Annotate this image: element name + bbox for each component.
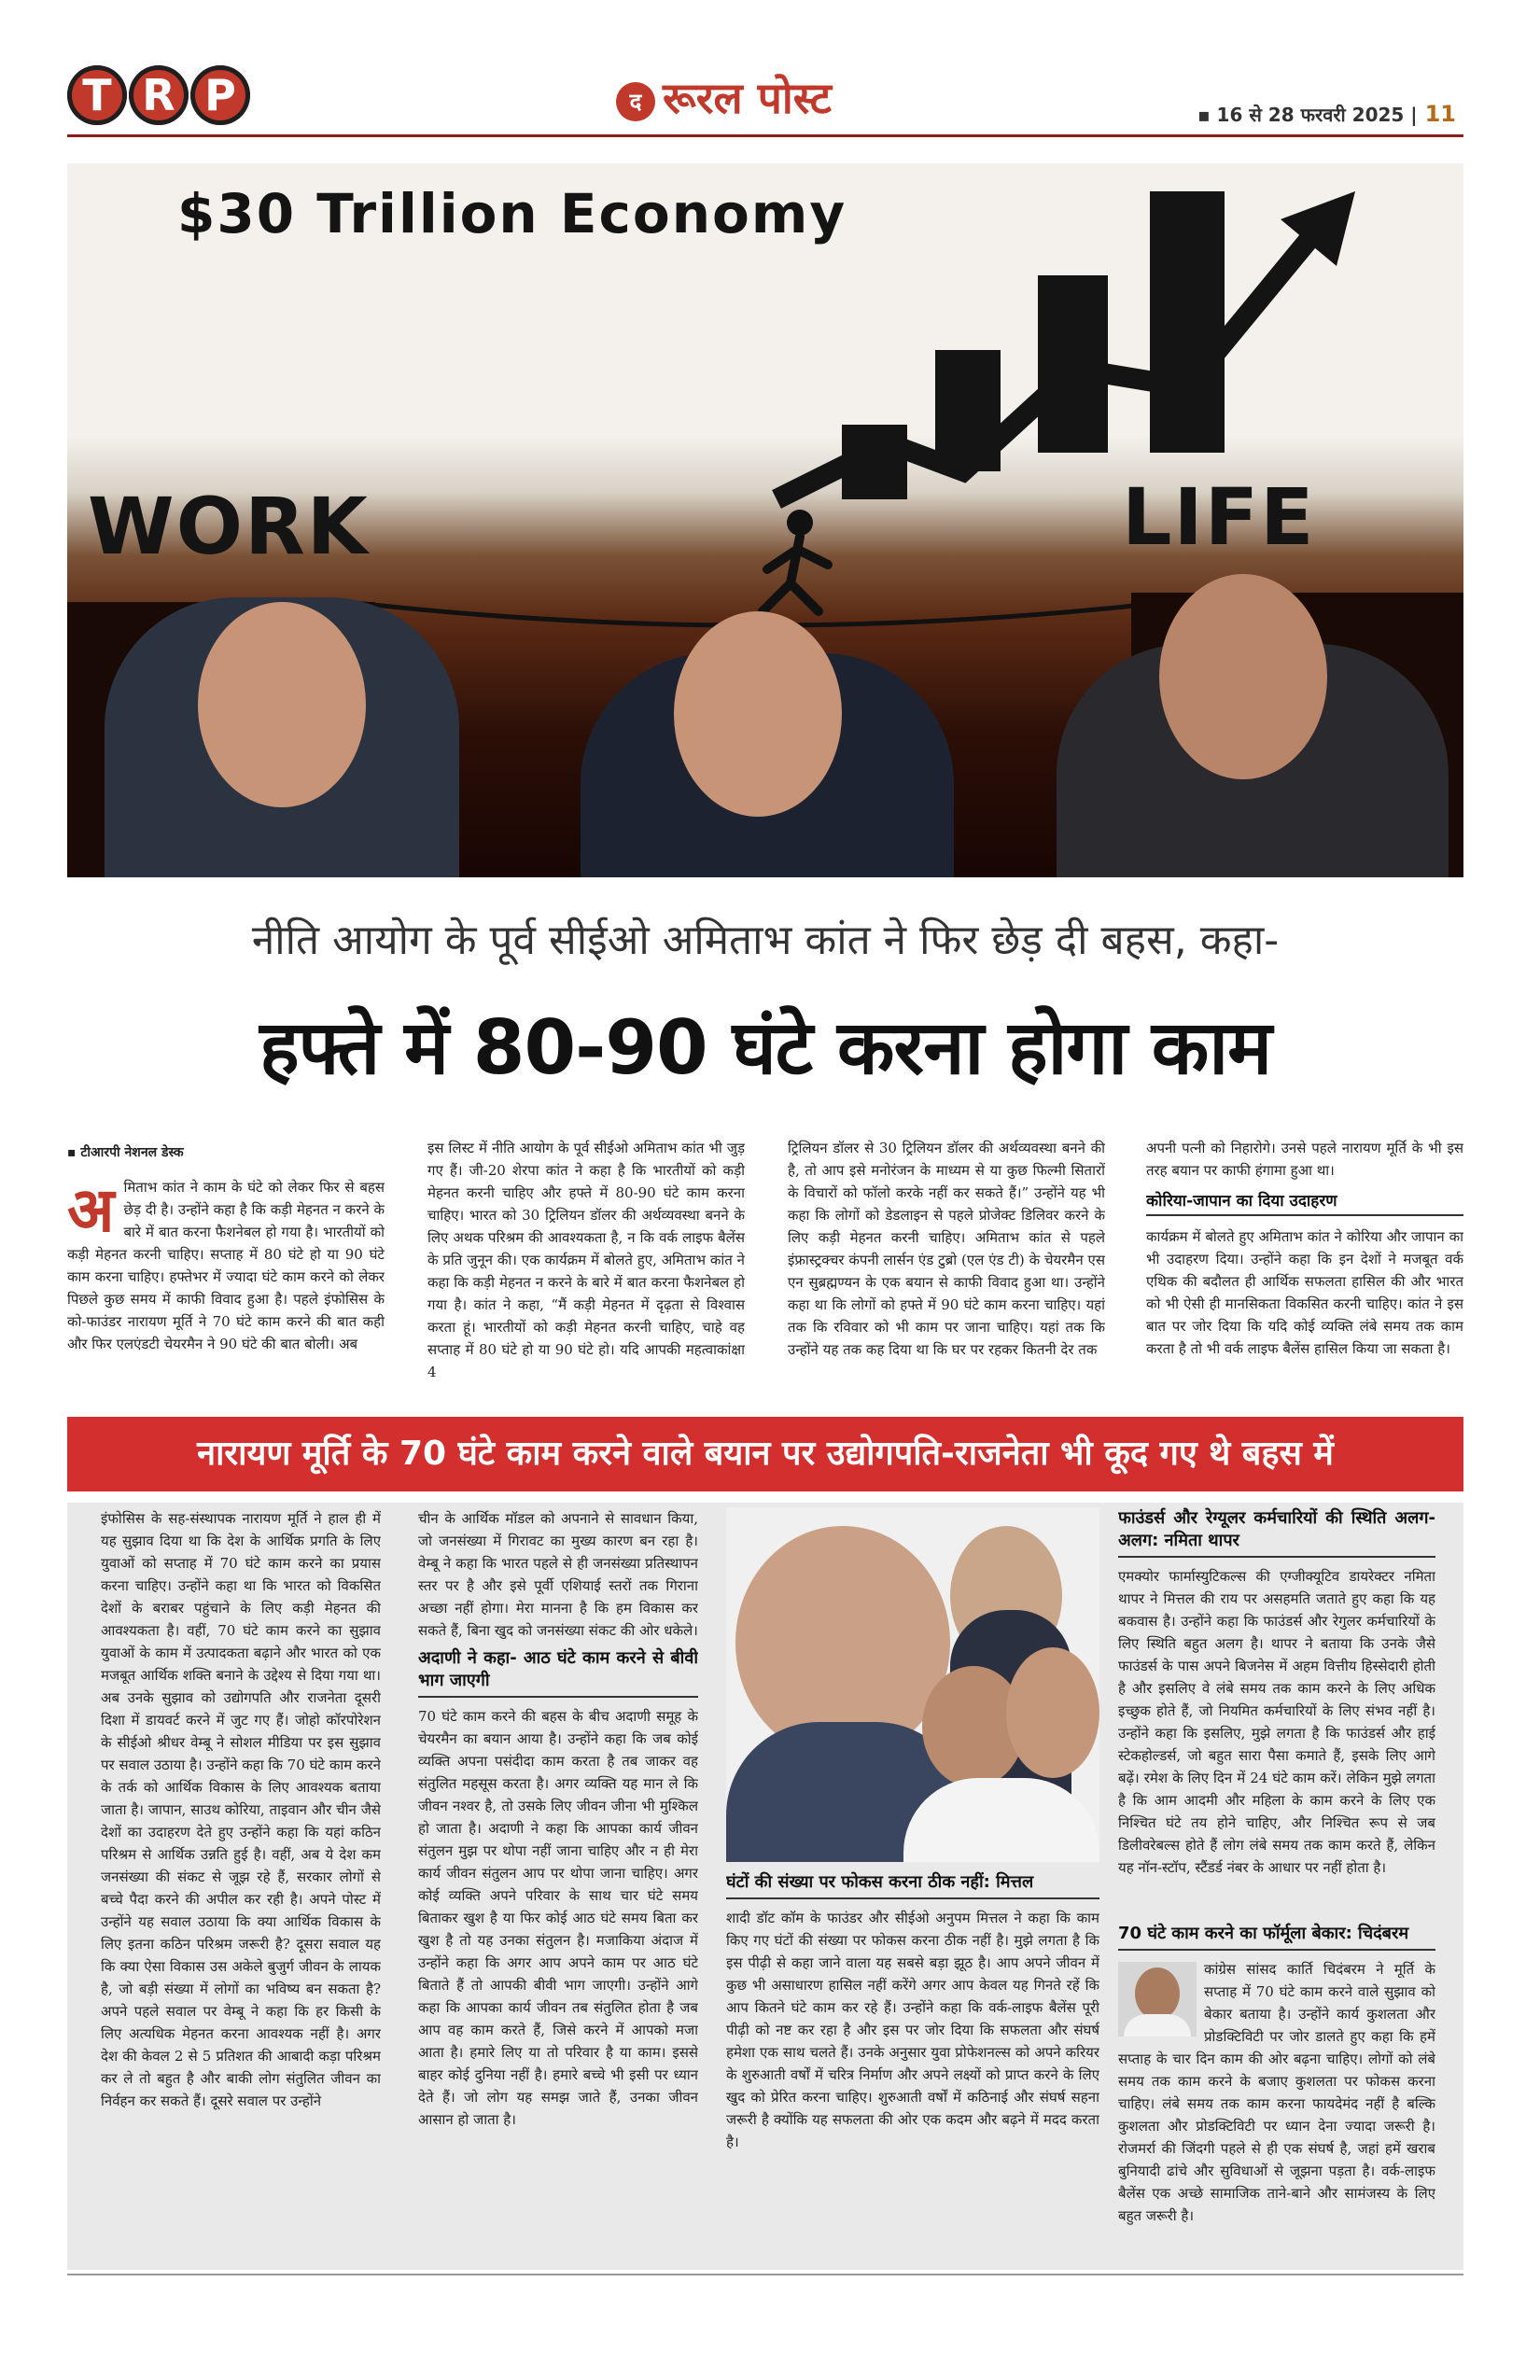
article2-column-1: इंफोसिस के सह-संस्थापक नारायण मूर्ति ने हाल ही में यह सुझाव दिया था कि देश के आर्थिक प्रगति के लिए युवाओं को सप्ताह में 70 घंटे काम करने का प्रयास करना चाहिए। उन्होंने कहा था कि भारत को विकसित देशों के बराबर पहुंचाने के लिए कड़ी मेहनत की आवश्यकता है। वहीं, 70 घंटे काम करने का सुझाव युवाओं के काम में उत्पादकता बढ़ाने और भारत को एक मजबूत आर्थिक शक्ति बनाने के उद्देश्य से दिया गया था। अब उनके सुझाव को उद्योगपति और राजनेता दूसरी दिशा में डायवर्ट करने में जुट गए हैं। जोहो कॉरपोरेशन के सीईओ श्रीधर वेम्बू ने सोशल मीडिया पर इस सुझाव पर सवाल उठाया है। उन्होंने कहा कि 70 घंटे काम करने के तर्क को आर्थिक विकास के लिए आवश्यक बताया जाता है। जापान, साउथ कोरिया, ताइवान और चीन जैसे देशों का उदाहरण देते हुए उन्होंने कहा कि यहां कठिन परिश्रम से आर्थिक उन्नति हुई है। वहीं, अब ये देश कम जनसंख्या की संकट से जूझ रहे हैं, सरकार लोगों से बच्चे पैदा करने की अपील कर रही है। अपने पोस्ट में उन्होंने यह सवाल उठाया कि क्या आर्थिक विकास के लिए इतना कठिन परिश्रम जरूरी है? दूसरा सवाल यह कि क्या ऐसा विकास उस अकेले बुजुर्ग जीवन के लायक है, जो बड़ी संख्या में लोगों का भविष्य बन सकता है? अपने पहले सवाल पर वेम्बू ने कहा कि हर किसी के लिए अत्यधिक मेहनत करना आवश्यक नहीं है। अगर देश की केवल 2 से 5 प्रतिशत की आबादी कड़ा परिश्रम कर ले तो बहुत है और बाकी लोग संतुलित जीवन का निर्वहन कर सकते हैं। दूसरे सवाल पर उन्होंने: [101, 1510, 381, 2109]
masthead: [616, 65, 924, 131]
masthead-mark: द: [616, 82, 655, 121]
byline: ▪ टीआरपी नेशनल डेस्क: [67, 1145, 184, 1160]
article2-col3-body: शादी डॉट कॉम के फाउंडर और सीईओ अनुपम मित्तल ने कहा कि काम किए गए घंटों की संख्या पर फोकस करना ठीक नहीं है। मुझे लगता है कि इस पीढ़ी से कहा जाने वाला यह सबसे बड़ा झूठ है। आप अपने जीवन में कुछ भी असाधारण हासिल नहीं करेंगे अगर आप केवल यह गिनते रहें कि आप कितने घंटे काम कर रहे हैं। उन्होंने कहा कि वर्क-लाइफ बैलेंस पूरी पीढ़ी को नष्ट कर रहा है और इस पर जोर दिया कि सफलता और संघर्ष हमेशा एक साथ चलते हैं। उनके अनुसार युवा प्रोफेशनल्स को अपने करियर के शुरुआती वर्षों में चरित्र निर्माण और अपने लक्ष्यों को प्राप्त करने के लिए खुद को प्रेरित करना चाहिए। शुरुआती वर्षों में कठिनाई और संघर्ष सहना जरूरी है क्योंकि यह सफलता की ओर एक कदम और बढ़ने में मदद करता है।: [726, 1910, 1099, 2150]
photo-group-industrialists: [726, 1507, 1099, 1862]
article1-column-3: ट्रिलियन डॉलर से 30 ट्रिलियन डॉलर की अर्थव्यवस्था बनने की है, तो आप इसे मनोरंजन के माध्यम से या कुछ फिल्मी सितारों के विचारों को फॉलो करके नहीं कर सकते हैं।” उन्होंने यह भी कहा कि लोगों को डेडलाइन से पहले प्रोजेक्ट डिलिवर करने के लिए कड़ी मेहनत करनी चाहिए। अमिताभ कांत से पहले इंफ्रास्ट्रक्चर कंपनी लार्सन एंड टुब्रो (एल एंड टी) के चेयरमैन एस एन सुब्रह्मण्यन के एक बयान से काफी विवाद हुआ था। उन्होंने कहा था कि लोगों को हफ्ते में 90 घंटे काम करना चाहिए। यहां तक कि रविवार को भी काम पर जाना चाहिए। यहां तक कि उन्होंने यह तक कह दिया था कि घर पर रहकर कितनी देर तक: [788, 1140, 1105, 1358]
person-center-face: [674, 611, 842, 817]
article1-col4-top: अपनी पत्नी को निहारोगे। उनसे पहले नारायण मूर्ति के भी इस तरह बयान पर काफी हंगामा हुआ था।: [1146, 1140, 1463, 1179]
subhead-korea-japan: कोरिया-जापान का दिया उदाहरण: [1146, 1189, 1463, 1216]
article1-column-4: [1146, 1137, 1463, 1405]
page-number: 11: [1424, 101, 1456, 127]
article2-banner: नारायण मूर्ति के 70 घंटे काम करने वाले बयान पर उद्योगपति-राजनेता भी कूद गए थे बहस में: [67, 1417, 1463, 1491]
article1-column-2: इस लिस्ट में नीति आयोग के पूर्व सीईओ अमिताभ कांत भी जुड़ गए हैं। जी-20 शेरपा कांत ने कहा है कि भारतीयों को कड़ी मेहनत करनी चाहिए और हफ्ते में 80-90 घंटे काम करना चाहिए। भारत को 30 ट्रिलियन डॉलर की अर्थव्यवस्था बनने के लिए अथक परिश्रम की आवश्यकता है, न कि वर्क लाइफ बैलेंस के प्रति जुनून की। एक कार्यक्रम में बोलते हुए, अमिताभ कांत ने कहा कि कड़ी मेहनत न करने के बारे में बात करना फैशनेबल हो गया है। कांत ने कहा, “मैं कड़ी मेहनत में दृढ़ता से विश्वास करता हूं। भारतीयों को कड़ी मेहनत करनी चाहिए, चाहे वह सप्ताह में 80 घंटे हो या 90 घंटे हो। यदि आपकी महत्वाकांक्षा 4: [427, 1140, 745, 1380]
person-left-face: [198, 602, 366, 807]
article2-column-4: [1118, 1507, 1435, 1965]
article2-column-2: [418, 1507, 698, 2268]
drop-cap: अ: [67, 1174, 115, 1246]
bottom-rule: [67, 2274, 1463, 2275]
hero-work-text: WORK: [88, 481, 370, 572]
masthead-title: रूरल पोस्ट: [663, 73, 832, 123]
subhead-mittal: घंटों की संख्या पर फोकस करना ठीक नहीं: मित्तल: [726, 1871, 1099, 1899]
article1-col1-text: मिताभ कांत ने काम के घंटे को लेकर फिर से बहस छेड़ दी है। उन्होंने कहा है कि कड़ी मेहनत न करने के बारे में बात करना फैशनेबल हो गया है। भारतीयों को कड़ी मेहनत करनी चाहिए। सप्ताह में 80 घंटे हो या 90 घंटे काम करना चाहिए। हफ्तेभर में ज्यादा घंटे काम करने को लेकर पिछले कुछ समय में काफी विवाद हुआ है। पहले इंफोसिस के को-फाउंडर नारायण मूर्ति ने 70 घंटे काम करने की बात कही और फिर एलएंडटी चेयरमैन ने 90 घंटे की बात बोली। अब: [67, 1179, 385, 1352]
subhead-namita-thapar: फाउंडर्स और रेग्यूलर कर्मचारियों की स्थिति अलग-अलग: नमिता थापर: [1118, 1507, 1435, 1558]
article-headline: हफ्ते में 80-90 घंटे करना होगा काम: [259, 1004, 1271, 1091]
photo-person-4: [1006, 1647, 1099, 1778]
hero-life-text: LIFE: [1122, 471, 1316, 563]
dateline: [1197, 101, 1456, 127]
article-kicker: नीति आयोग के पूर्व सीईओ अमिताभ कांत ने फिर छेड़ दी बहस, कहा-: [251, 917, 1280, 964]
issue-date: ▪ 16 से 28 फरवरी 2025 |: [1197, 104, 1418, 126]
article2-column-3: [726, 1871, 1099, 2268]
article1-col4-body: कार्यक्रम में बोलते हुए अमिताभ कांत ने कोरिया और जापान का भी उदाहरण दिया। उन्होंने कहा कि इन देशों ने मजबूत वर्क एथिक की बदौलत ही आर्थिक सफलता हासिल की और भारत को भी ऐसी ही मानसिकता विकसित करनी चाहिए। कांत ने इस बात पर जोर दिया कि यदि कोई व्यक्ति लंबे समय तक काम करता है तो भी वर्क लाइफ बैलेंस हासिल किया जा सकता है।: [1146, 1228, 1463, 1357]
article2-col4-body: एमक्योर फार्मास्युटिकल्स की एग्जीक्यूटिव डायरेक्टर नमिता थापर ने मित्तल की राय पर असहमति जताते हुए कहा कि यह बकवास है। उन्होंने कहा कि फाउंडर्स और रेगुलर कर्मचारियों के लिए स्थिति बहुत अलग है। थापर ने बताया कि उनके जैसे फाउंडर्स के पास अपने बिजनेस में अहम वित्तीय हिस्सेदारी होती है और इसलिए वे लंबे समय तक काम करने के लिए अधिक इच्छुक होते हैं, जो नियमित कर्मचारियों के लिए संभव नहीं है। उन्होंने कहा कि इसलिए, मुझे लगता है कि फाउंडर्स और हाई स्टेकहोल्डर्स, जो बहुत सारा पैसा कमाते हैं, इसके लिए आगे बढ़ें। रमेश के लिए दिन में 24 घंटे काम करें। लेकिन मुझे लगता है कि आम आदमी और महिला के काम करने के लिए एक निश्चित घंटे तय होने चाहिए, और निश्चित रूप से जब डिलीवरेबल्स होते हैं लोग लंबे समय तक काम करते हैं, लेकिन यह नॉन-स्टॉप, स्टैंडर्ड नंबर के आधार पर नहीं होता है।: [1118, 1568, 1435, 1876]
article1-column-1: [67, 1143, 385, 1405]
logo-letter-p: P: [190, 65, 250, 125]
header-rule: [67, 134, 1463, 137]
article2-col2-top: चीन के आर्थिक मॉडल को अपनाने से सावधान किया, जो जनसंख्या में गिरावट का मुख्य कारण बन रहा है। वेम्बू ने कहा कि भारत पहले से ही जनसंख्या प्रतिस्थापन स्तर पर है और इसे पूर्वी एशियाई स्तरों तक गिराना अच्छा नहीं होगा। मेरा मानना है कि हम विकास कर सकते हैं, बिना खुद को जनसंख्या संकट की ओर धकेले।: [418, 1510, 698, 1639]
hero-top-text: $30 Trillion Economy: [177, 182, 847, 245]
hero-image: [67, 163, 1463, 877]
subhead-adani: अदाणी ने कहा- आठ घंटे काम करने से बीवी भाग जाएगी: [418, 1647, 698, 1698]
logo-letter-r: R: [129, 65, 189, 125]
article2-col2-body: 70 घंटे काम करने की बहस के बीच अदाणी समूह के चेयरमैन का बयान आया है। उन्होंने कहा कि जब कोई व्यक्ति अपना पसंदीदा काम करता है तब जाकर वह संतुलित महसूस करता है। अगर व्यक्ति यह मान ले कि जीवन नश्वर है, तो उसके लिए जीवन जीना भी मुश्किल हो जाता है। अदाणी ने कहा कि आपका कार्य जीवन संतुलन मुझ पर थोपा नहीं जाना चाहिए और न ही मेरा कार्य जीवन संतुलन आप पर थोपा जाना चाहिए। अगर कोई व्यक्ति अपने परिवार के साथ चार घंटे समय बिताकर खुश है या फिर कोई आठ घंटे समय बिता कर खुश है तो यह उनका संतुलन है। मजाकिया अंदाज में उन्होंने कहा कि अगर आप अपने काम पर आठ घंटे बिताते हैं तो आपकी बीवी भाग जाएगी। उन्होंने आगे कहा कि आपका कार्य जीवन तब संतुलित होता है जब आप वह काम करते हैं, जिसे करने में आपको मजा आता है। हमारे लिए या तो परिवार है या काम। इससे बाहर कोई दुनिया नहीं है। हमारे बच्चे भी इसी पर ध्यान देते हैं। जो लोग यह समझ जाते हैं, उनका जीवन आसान हो जाता है।: [418, 1708, 698, 2128]
logo-letter-t: T: [67, 65, 127, 125]
person-right-face: [1159, 574, 1327, 779]
article2-col4-body2: कांग्रेस सांसद कार्ति चिदंबरम ने मूर्ति के सप्ताह में 70 घंटे काम करने वाले सुझाव को बेकार बताया है। उन्होंने कार्य कुशलता और प्रोडक्टिविटी पर जोर डालते हुए कहा कि हमें सप्ताह के चार दिन काम की ओर बढ़ना चाहिए। लोगों को लंबे समय तक काम करने के बजाए कुशलता पर फोकस करना चाहिए। लंबे समय तक काम करना फायदेमंद नहीं है बल्कि कुशलता और प्रोडक्टिविटी पर ध्यान देना ज्यादा जरूरी है। रोजमर्रा की जिंदगी पहले से ही एक संघर्ष है, जहां हमें खराब बुनियादी ढांचे और सुविधाओं से जूझना पड़ता है। वर्क-लाइफ बैलेंस एक अच्छे सामाजिक ताने-बाने और सामंजस्य के लिए बहुत जरूरी है।: [1118, 1961, 1435, 2224]
chidambaram-photo: [1118, 1962, 1197, 2037]
trp-logo: [67, 65, 254, 135]
subhead-chidambaram: 70 घंटे काम करने का फॉर्मूला बेकार: चिदंबरम: [1118, 1923, 1435, 1951]
article2-column-4-lower: [1118, 1923, 1435, 2268]
